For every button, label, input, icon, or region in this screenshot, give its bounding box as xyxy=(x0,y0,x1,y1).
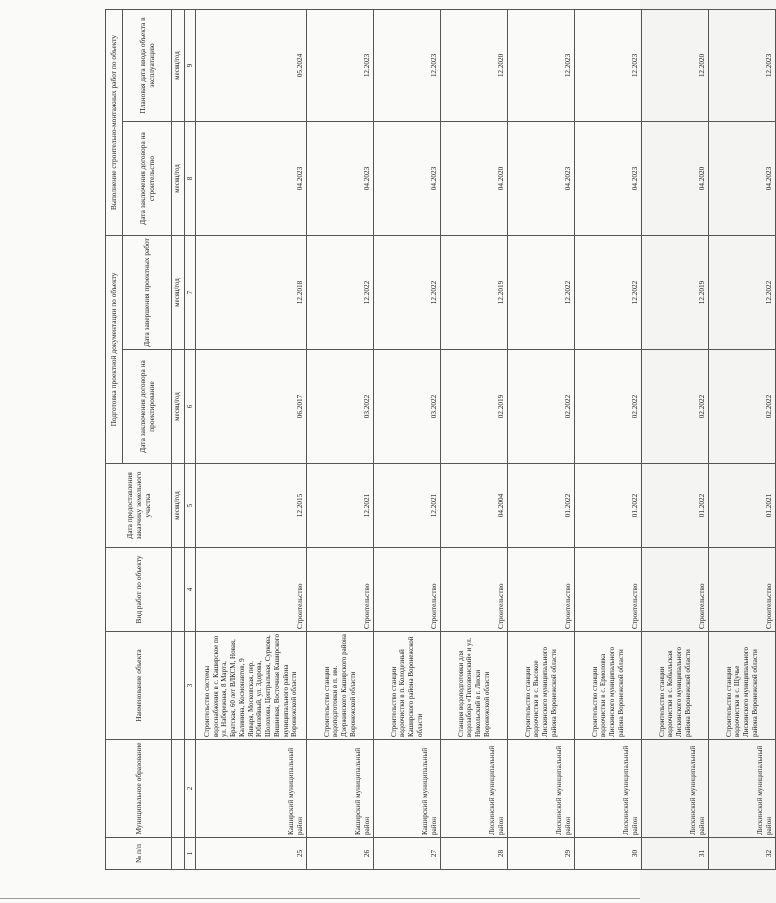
unit-cell xyxy=(172,740,185,838)
table-row xyxy=(374,9,441,869)
row-number: 27 xyxy=(374,838,441,870)
row-number: 25 xyxy=(196,838,307,870)
row-commission-date: 12.2023 xyxy=(709,9,776,121)
row-design-end-date: 12.2022 xyxy=(307,236,374,350)
row-number: 30 xyxy=(575,838,642,870)
header-num: № п/п xyxy=(106,838,172,870)
row-build-contract-date: 04.2023 xyxy=(709,122,776,236)
row-municipality: Лискинский муниципальный район xyxy=(508,740,575,838)
row-municipality: Лискинский муниципальный район xyxy=(441,740,508,838)
table-row xyxy=(508,9,575,869)
header-work: Вид работ по объекту xyxy=(106,548,172,632)
column-number: 5 xyxy=(185,464,196,548)
row-design-contract-date: 02.2022 xyxy=(508,350,575,464)
row-design-contract-date: 02.2022 xyxy=(575,350,642,464)
row-design-contract-date: 02.2022 xyxy=(642,350,709,464)
row-municipality: Каширский муниципальный район xyxy=(307,740,374,838)
row-work-type: Строительство xyxy=(709,548,776,632)
table-row xyxy=(307,9,374,869)
row-work-type: Строительство xyxy=(508,548,575,632)
header-design-contract: Дата заключения договора на проектирование xyxy=(123,350,172,464)
unit-cell xyxy=(172,632,185,740)
row-commission-date: 12.2023 xyxy=(307,9,374,121)
row-build-contract-date: 04.2023 xyxy=(374,122,441,236)
row-municipality: Каширский муниципальный район xyxy=(196,740,307,838)
row-build-contract-date: 04.2020 xyxy=(441,122,508,236)
header-design-group: Подготовка проектной документации по объекту xyxy=(106,236,123,464)
row-commission-date: 12.2023 xyxy=(374,9,441,121)
table-row xyxy=(709,9,776,869)
row-number: 26 xyxy=(307,838,374,870)
unit-cell: месяц/год xyxy=(172,350,185,464)
header-object: Наименование объекта xyxy=(106,632,172,740)
row-design-end-date: 12.2022 xyxy=(709,236,776,350)
column-number: 7 xyxy=(185,236,196,350)
row-land-date: 01.2022 xyxy=(575,464,642,548)
header-commission: Плановая дата ввода объекта в эксплуатацию xyxy=(123,9,172,121)
table-row xyxy=(642,9,709,869)
unit-cell xyxy=(172,838,185,870)
row-object-name: Строительство станции водоочистки в с. Щучье Лискинского муниципального района Воронежской области xyxy=(709,632,776,740)
row-commission-date: 05.2024 xyxy=(196,9,307,121)
table-row xyxy=(575,9,642,869)
header-construction-group: Выполнение строительно-монтажных работ по объекту xyxy=(106,9,123,235)
row-municipality: Лискинский муниципальный район xyxy=(709,740,776,838)
row-commission-date: 12.2023 xyxy=(508,9,575,121)
row-object-name: Строительство станции водоподготовки в п. им. Дзержинского Каширского района Воронежской области xyxy=(307,632,374,740)
row-work-type: Строительство xyxy=(642,548,709,632)
row-municipality: Лискинский муниципальный район xyxy=(642,740,709,838)
row-work-type: Строительство xyxy=(441,548,508,632)
unit-cell: месяц/год xyxy=(172,122,185,236)
row-commission-date: 12.2023 xyxy=(575,9,642,121)
row-work-type: Строительство xyxy=(575,548,642,632)
row-land-date: 12.2021 xyxy=(374,464,441,548)
row-land-date: 04.2004 xyxy=(441,464,508,548)
row-design-end-date: 12.2019 xyxy=(441,236,508,350)
row-number: 32 xyxy=(709,838,776,870)
row-municipality: Каширский муниципальный район xyxy=(374,740,441,838)
row-land-date: 12.2021 xyxy=(307,464,374,548)
row-land-date: 12.2015 xyxy=(196,464,307,548)
column-number: 2 xyxy=(185,740,196,838)
row-work-type: Строительство xyxy=(196,548,307,632)
unit-cell: месяц/год xyxy=(172,9,185,121)
row-build-contract-date: 04.2023 xyxy=(575,122,642,236)
column-number: 6 xyxy=(185,350,196,464)
header-land: Дата предоставления заказчику земельного участка xyxy=(106,464,172,548)
row-design-end-date: 12.2022 xyxy=(508,236,575,350)
column-number: 4 xyxy=(185,548,196,632)
rotated-table-container xyxy=(105,10,773,870)
construction-schedule-table xyxy=(105,9,776,870)
row-object-name: Станция водоподготовки для водозабора «Тихозвонский» и ул. Никольский в г. Лиски Воронежской области xyxy=(441,632,508,740)
header-design-end: Дата завершения проектных работ xyxy=(123,236,172,350)
row-commission-date: 12.2020 xyxy=(441,9,508,121)
header-build-contract: Дата заключения договора на строительство xyxy=(123,122,172,236)
row-design-end-date: 12.2019 xyxy=(642,236,709,350)
row-object-name: Строительство системы водоснабжения в с. Каширское по ул. Набережная, 8 Марта, Братская, 60 лет ВЛКСМ, Новая, Калинина, Космонавтов, 9 Января, Московская, пер. Юбилейный, ул. Здорова, Шолохова, Центральная, Суркова, Вишневая, Восточная Каширского муниципального района Воронежской области xyxy=(196,632,307,740)
unit-cell xyxy=(172,548,185,632)
column-number: 1 xyxy=(185,838,196,870)
column-number: 3 xyxy=(185,632,196,740)
column-number: 9 xyxy=(185,9,196,121)
row-municipality: Лискинский муниципальный район xyxy=(575,740,642,838)
row-number: 29 xyxy=(508,838,575,870)
unit-cell: месяц/год xyxy=(172,236,185,350)
row-build-contract-date: 04.2023 xyxy=(196,122,307,236)
row-work-type: Строительство xyxy=(374,548,441,632)
row-land-date: 01.2022 xyxy=(642,464,709,548)
row-design-contract-date: 02.2022 xyxy=(709,350,776,464)
row-build-contract-date: 04.2023 xyxy=(307,122,374,236)
row-number: 31 xyxy=(642,838,709,870)
row-object-name: Строительство станции водоочистки в п. Колодезный Каширского района Воронежской области xyxy=(374,632,441,740)
table-row xyxy=(196,9,307,869)
table-row xyxy=(441,9,508,869)
row-design-end-date: 12.2018 xyxy=(196,236,307,350)
row-design-end-date: 12.2022 xyxy=(575,236,642,350)
row-design-contract-date: 03.2022 xyxy=(374,350,441,464)
page-edge-line xyxy=(0,898,640,899)
unit-cell: месяц/год xyxy=(172,464,185,548)
row-commission-date: 12.2020 xyxy=(642,9,709,121)
row-land-date: 01.2022 xyxy=(508,464,575,548)
column-number: 8 xyxy=(185,122,196,236)
row-design-contract-date: 02.2019 xyxy=(441,350,508,464)
row-number: 28 xyxy=(441,838,508,870)
row-object-name: Строительство станции водоочистки в с. Кобыльская Лискинского муниципального района Воронежской области xyxy=(642,632,709,740)
row-design-contract-date: 06.2017 xyxy=(196,350,307,464)
row-land-date: 01.2021 xyxy=(709,464,776,548)
row-build-contract-date: 04.2020 xyxy=(642,122,709,236)
row-design-end-date: 12.2022 xyxy=(374,236,441,350)
row-design-contract-date: 03.2022 xyxy=(307,350,374,464)
row-object-name: Строительство станции водоочистки в с. Ермоловка Лискинского муниципального района Воронежской области xyxy=(575,632,642,740)
row-build-contract-date: 04.2023 xyxy=(508,122,575,236)
row-work-type: Строительство xyxy=(307,548,374,632)
header-municipality: Муниципальное образование xyxy=(106,740,172,838)
row-object-name: Строительство станции водоочистки в с. Высокое Лискинского муниципального района Воронежской области xyxy=(508,632,575,740)
